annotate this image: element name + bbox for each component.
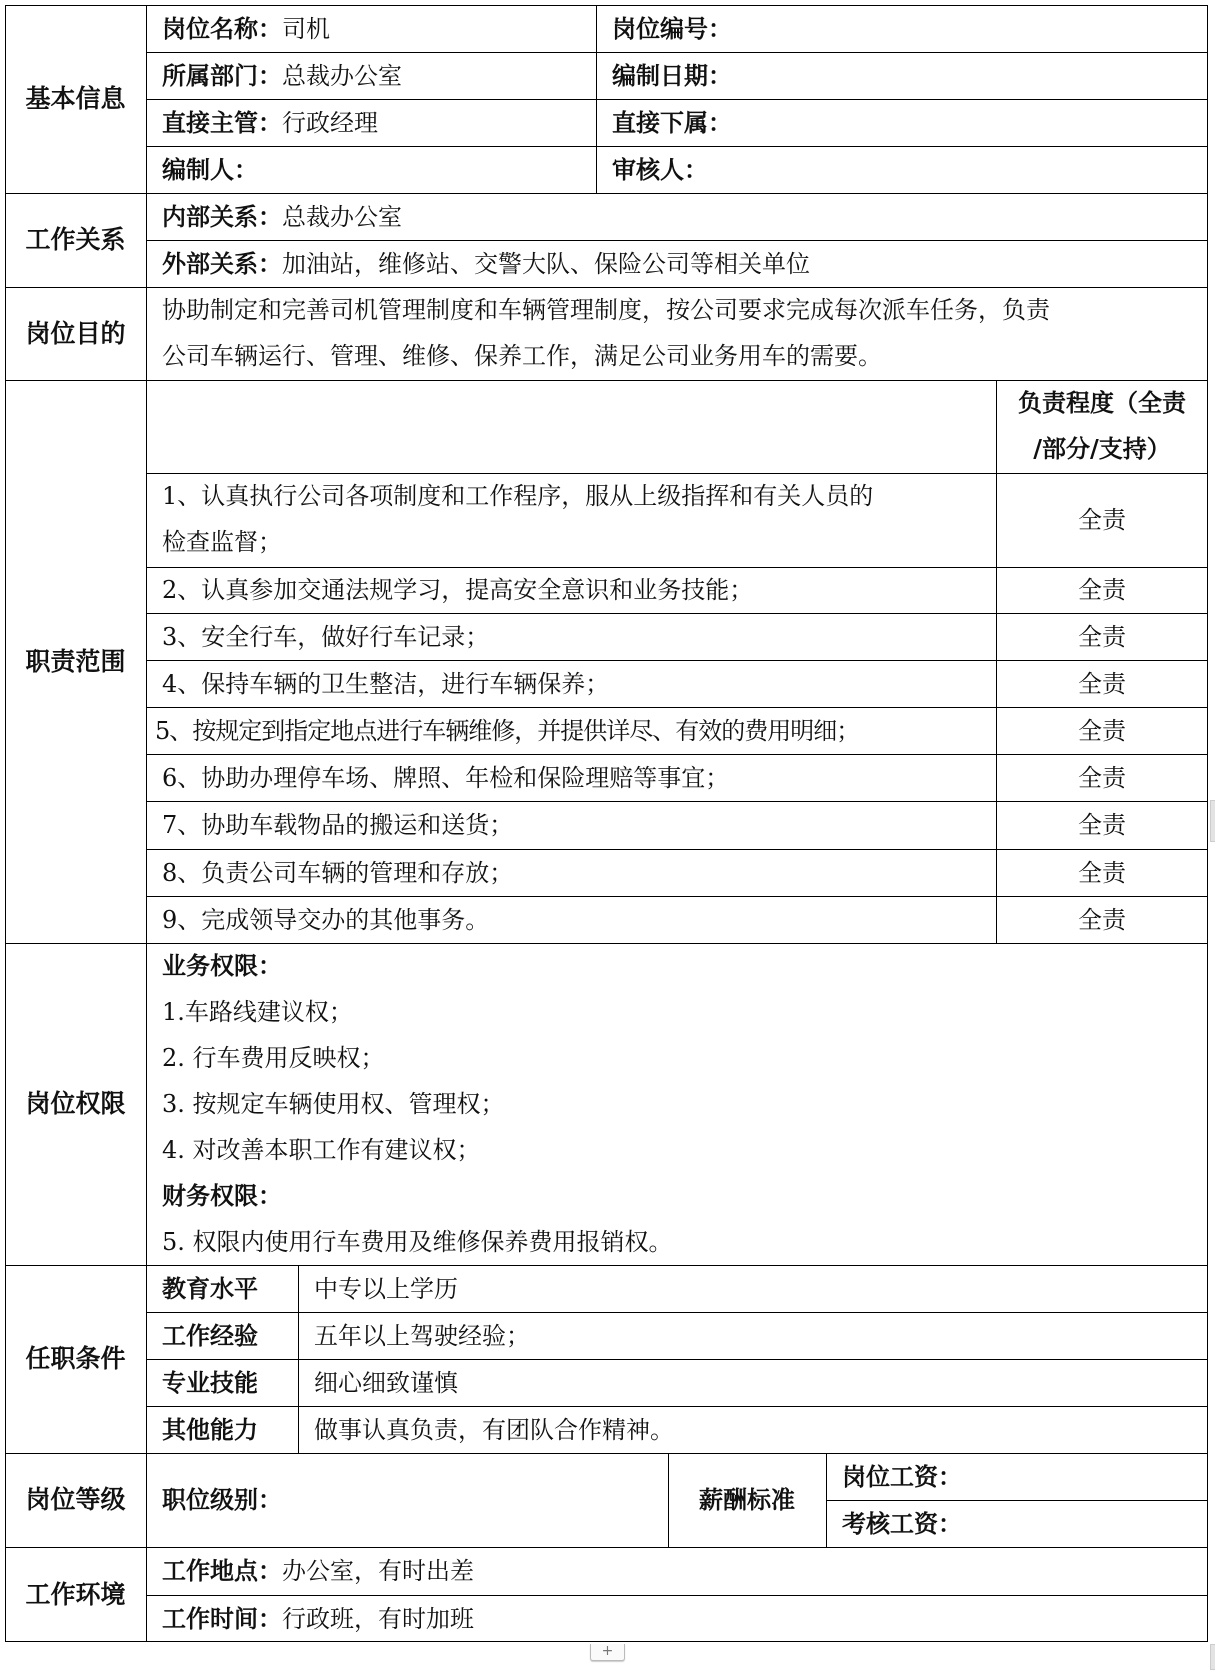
authority-item: 5. 权限内使用行车费用及维修保养费用报销权。 <box>162 1228 673 1256</box>
external-relations-label: 外部关系： <box>162 248 282 278</box>
divider <box>298 1265 299 1453</box>
department-value: 总裁办公室 <box>282 61 402 90</box>
duty-level[interactable]: 全责 <box>1078 716 1126 745</box>
reviewer-field[interactable] <box>612 146 1202 193</box>
work-time-label: 工作时间： <box>162 1603 282 1633</box>
external-relations-value: 加油站，维修站、交警大队、保险公司等相关单位 <box>282 249 810 278</box>
position-level-label: 职位级别： <box>162 1485 282 1514</box>
position-no-label: 岗位编号： <box>612 13 732 43</box>
section-qualifications: 任职条件 <box>25 1344 126 1373</box>
section-grade: 岗位等级 <box>25 1485 126 1514</box>
compile-date-field[interactable] <box>612 52 1202 99</box>
qualification-value[interactable]: 中专以上学历 <box>314 1274 458 1303</box>
finance-authority-label: 财务权限： <box>162 1181 282 1210</box>
position-no-field[interactable] <box>612 5 1202 52</box>
duty-level[interactable]: 全责 <box>1078 811 1126 839</box>
header-line: 负责程度（全责 <box>1018 388 1186 417</box>
duty-item[interactable]: 4、保持车辆的卫生整洁，进行车辆保养； <box>162 669 610 698</box>
position-name-value: 司机 <box>282 14 330 43</box>
qualification-value[interactable]: 五年以上驾驶经验； <box>314 1321 530 1350</box>
duties-header-blank <box>146 380 996 473</box>
duty-level[interactable]: 全责 <box>1078 763 1126 792</box>
duties-header-responsibility <box>996 380 1208 473</box>
department-label: 所属部门： <box>162 60 282 90</box>
section-environment: 工作环境 <box>25 1579 126 1609</box>
work-location-label: 工作地点： <box>162 1556 282 1585</box>
authority-item: 1.车路线建议权； <box>162 998 353 1026</box>
duty-text: 1、认真执行公司各项制度和工作程序，服从上级指挥和有关人员的 <box>162 482 874 510</box>
compiler-label: 编制人： <box>162 154 258 184</box>
compiler-field[interactable] <box>162 146 592 193</box>
performance-salary-label: 考核工资： <box>842 1508 962 1538</box>
subordinate-field[interactable] <box>612 99 1202 146</box>
internal-relations-field[interactable] <box>162 193 1202 240</box>
qualification-label: 其他能力 <box>162 1414 258 1444</box>
duty-item[interactable]: 8、负责公司车辆的管理和存放； <box>162 858 514 887</box>
position-name-field[interactable] <box>162 5 592 52</box>
add-row-button[interactable] <box>590 1644 625 1661</box>
purpose-text[interactable] <box>162 287 1202 380</box>
performance-salary-field[interactable] <box>842 1500 1202 1547</box>
reviewer-label: 审核人： <box>612 154 708 184</box>
qualification-value[interactable]: 做事认真负责，有团队合作精神。 <box>314 1415 674 1444</box>
duty-item[interactable]: 6、协助办理停车场、牌照、年检和保险理赔等事宜； <box>162 763 730 792</box>
authority-item: 4. 对改善本职工作有建议权； <box>162 1136 481 1164</box>
section-work-relations: 工作关系 <box>25 225 126 254</box>
duty-level[interactable]: 全责 <box>1078 905 1126 934</box>
base-salary-field[interactable] <box>842 1453 1202 1500</box>
qualification-label: 工作经验 <box>162 1320 258 1350</box>
internal-relations-value: 总裁办公室 <box>282 202 402 231</box>
duty-level[interactable]: 全责 <box>1078 622 1126 651</box>
section-purpose: 岗位目的 <box>25 318 126 348</box>
section-basic-info: 基本信息 <box>25 84 126 113</box>
duty-item[interactable]: 3、安全行车，做好行车记录； <box>162 622 490 651</box>
divider <box>826 1453 827 1547</box>
divider <box>596 5 597 193</box>
position-name-label: 岗位名称： <box>162 13 282 43</box>
salary-standard-label: 薪酬标准 <box>699 1485 795 1514</box>
duty-level[interactable]: 全责 <box>1078 669 1126 698</box>
position-level-field[interactable] <box>162 1453 662 1547</box>
duty-level[interactable]: 全责 <box>1078 858 1126 887</box>
internal-relations-label: 内部关系： <box>162 201 282 231</box>
duty-text: 检查监督； <box>162 528 282 556</box>
header-line: /部分/支持） <box>1033 434 1171 463</box>
supervisor-label: 直接主管： <box>162 107 282 137</box>
external-relations-field[interactable] <box>162 240 1202 287</box>
work-location-value: 办公室，有时出差 <box>282 1557 474 1585</box>
section-authority: 岗位权限 <box>25 1089 126 1118</box>
qualification-value[interactable]: 细心细致谨慎 <box>314 1368 458 1397</box>
qualification-label: 教育水平 <box>162 1273 258 1303</box>
authority-item: 3. 按规定车辆使用权、管理权； <box>162 1090 505 1118</box>
table-resize-handle[interactable] <box>1210 1644 1215 1670</box>
duty-item[interactable]: 5、按规定到指定地点进行车辆维修，并提供详尽、有效的费用明细； <box>155 716 860 745</box>
duty-item[interactable]: 2、认真参加交通法规学习，提高安全意识和业务技能； <box>162 576 754 604</box>
supervisor-value: 行政经理 <box>282 108 378 137</box>
subordinate-label: 直接下属： <box>612 107 732 137</box>
column-resize-handle[interactable] <box>1210 800 1215 842</box>
duty-level[interactable]: 全责 <box>1078 506 1126 534</box>
base-salary-label: 岗位工资： <box>842 1461 962 1491</box>
authority-item: 2. 行车费用反映权； <box>162 1044 385 1072</box>
duty-item[interactable]: 7、协助车载物品的搬运和送货； <box>162 811 514 839</box>
purpose-line: 协助制定和完善司机管理制度和车辆管理制度，按公司要求完成每次派车任务，负责 <box>162 296 1050 324</box>
qualification-label: 专业技能 <box>162 1367 258 1397</box>
work-time-field[interactable] <box>162 1595 1202 1642</box>
compile-date-label: 编制日期： <box>612 60 732 90</box>
work-location-field[interactable] <box>162 1547 1202 1595</box>
purpose-line: 公司车辆运行、管理、维修、保养工作，满足公司业务用车的需要。 <box>162 342 882 370</box>
section-duties: 职责范围 <box>25 646 126 676</box>
duty-item[interactable]: 9、完成领导交办的其他事务。 <box>162 905 490 934</box>
plus-icon: + <box>601 1643 614 1659</box>
supervisor-field[interactable] <box>162 99 592 146</box>
duty-item[interactable] <box>162 473 992 567</box>
duty-level[interactable]: 全责 <box>1078 576 1126 604</box>
department-field[interactable] <box>162 52 592 99</box>
business-authority-label: 业务权限： <box>162 951 282 980</box>
authority-text[interactable] <box>162 943 1202 1265</box>
work-time-value: 行政班，有时加班 <box>282 1604 474 1633</box>
divider <box>146 5 147 1642</box>
